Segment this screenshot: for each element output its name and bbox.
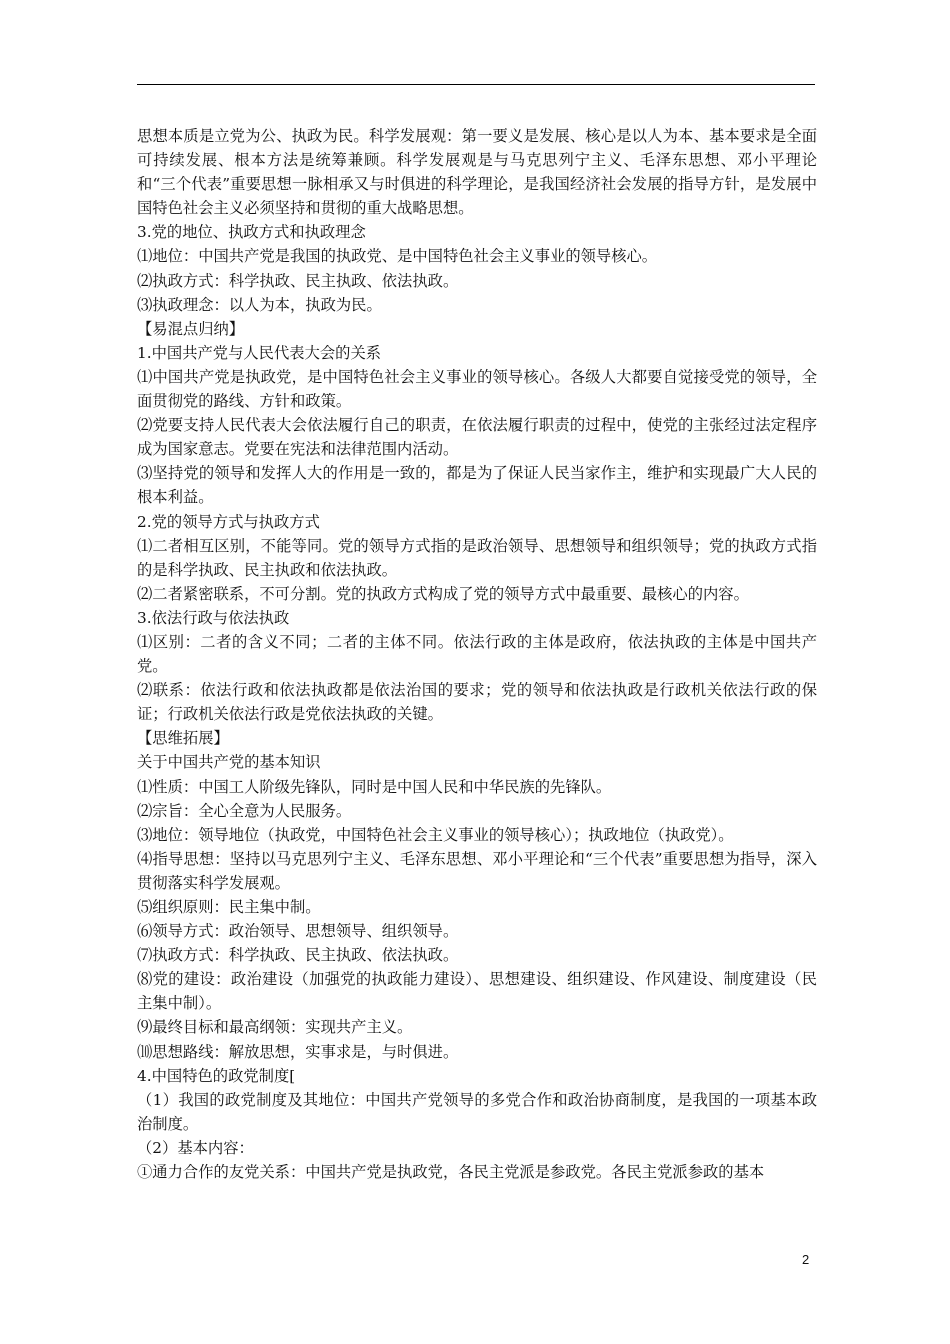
paragraph: ⑸组织原则：民主集中制。 — [137, 898, 321, 916]
paragraph: ⑵联系：依法行政和依法执政都是依法治国的要求；党的领导和依法执政是行政机关依法行政的保证；行政机关依法行政是党依法执政的关键。 — [137, 681, 817, 724]
paragraph: ⑴二者相互区别，不能等同。党的领导方式指的是政治领导、思想领导和组织领导；党的执政方式指的是科学执政、民主执政和依法执政。 — [137, 536, 817, 579]
section-heading: 4.中国特色的政党制度[ — [137, 1066, 296, 1085]
paragraph: ⑹领导方式：政治领导、思想领导、组织领导。 — [137, 922, 459, 941]
paragraph: ⑵二者紧密联系，不可分割。党的执政方式构成了党的领导方式中最重要、最核心的内容。 — [137, 584, 749, 603]
paragraph: ⑴区别：二者的含义不同；二者的主体不同。依法行政的主体是政府，依法执政的主体是中国共产党。 — [137, 632, 817, 676]
paragraph: ⑶执政理念：以人为本，执政为民。 — [137, 295, 382, 314]
paragraph: ①通力合作的友党关系：中国共产党是执政党，各民主党派是参政党。各民主党派参政的基本 — [137, 1163, 765, 1182]
paragraph: （2）基本内容： — [137, 1138, 254, 1157]
header-rule — [137, 84, 815, 85]
paragraph: ⑴中国共产党是执政党，是中国特色社会主义事业的领导核心。各级人大都要自觉接受党的领导，全面贯彻党的路线、方针和政策。 — [137, 367, 817, 411]
paragraph: ⑺执政方式：科学执政、民主执政、依法执政。 — [137, 946, 459, 965]
paragraph: ⑻党的建设：政治建设（加强党的执政能力建设）、思想建设、组织建设、作风建设、制度建设（民主集中制）。 — [137, 970, 817, 1013]
document-body — [137, 124, 817, 1184]
section-heading: 3.党的地位、执政方式和执政理念 — [137, 223, 366, 242]
paragraph: ⑵执政方式：科学执政、民主执政、依法执政。 — [137, 271, 459, 290]
paragraph: ⑽思想路线：解放思想，实事求是，与时俱进。 — [137, 1042, 459, 1061]
section-heading: 1.中国共产党与人民代表大会的关系 — [137, 343, 382, 362]
section-heading: 【思维拓展】 — [137, 729, 229, 748]
paragraph: ⑷指导思想：坚持以马克思列宁主义、毛泽东思想、邓小平理论和“三个代表”重要思想为指导，深入贯彻落实科学发展观。 — [137, 849, 817, 892]
paragraph: （1）我国的政党制度及其地位：中国共产党领导的多党合作和政治协商制度，是我国的一项基本政治制度。 — [137, 1090, 817, 1133]
paragraph: ⑵宗旨：全心全意为人民服务。 — [137, 801, 352, 820]
paragraph: ⑶地位：领导地位（执政党，中国特色社会主义事业的领导核心）；执政地位（执政党）。 — [137, 825, 734, 844]
section-heading: 2.党的领导方式与执政方式 — [137, 512, 320, 531]
paragraph: 思想本质是立党为公、执政为民。科学发展观：第一要义是发展、核心是以人为本、基本要求是全面可持续发展、根本方法是统筹兼顾。科学发展观是与马克思列宁主义、毛泽东思想、邓小平理论和“三个代表”重要思想一脉相承又与时俱进的科学理论，是我国经济社会发展的指导方针，是发展中国特色社会主义必须坚持和贯彻的重大战略思想。 — [137, 127, 817, 218]
paragraph: ⑴性质：中国工人阶级先锋队，同时是中国人民和中华民族的先锋队。 — [137, 777, 612, 796]
paragraph: ⑵党要支持人民代表大会依法履行自己的职责，在依法履行职责的过程中，使党的主张经过法定程序成为国家意志。党要在宪法和法律范围内活动。 — [137, 416, 817, 459]
paragraph: ⑶坚持党的领导和发挥人大的作用是一致的，都是为了保证人民当家作主，维护和实现最广大人民的根本利益。 — [137, 464, 817, 507]
paragraph: ⑼最终目标和最高纲领：实现共产主义。 — [137, 1018, 413, 1037]
page-number: 2 — [802, 1252, 810, 1267]
paragraph: ⑴地位：中国共产党是我国的执政党、是中国特色社会主义事业的领导核心。 — [137, 247, 658, 266]
section-heading: 3.依法行政与依法执政 — [137, 608, 290, 627]
section-heading: 【易混点归纳】 — [137, 319, 245, 338]
section-heading: 关于中国共产党的基本知识 — [137, 753, 321, 772]
